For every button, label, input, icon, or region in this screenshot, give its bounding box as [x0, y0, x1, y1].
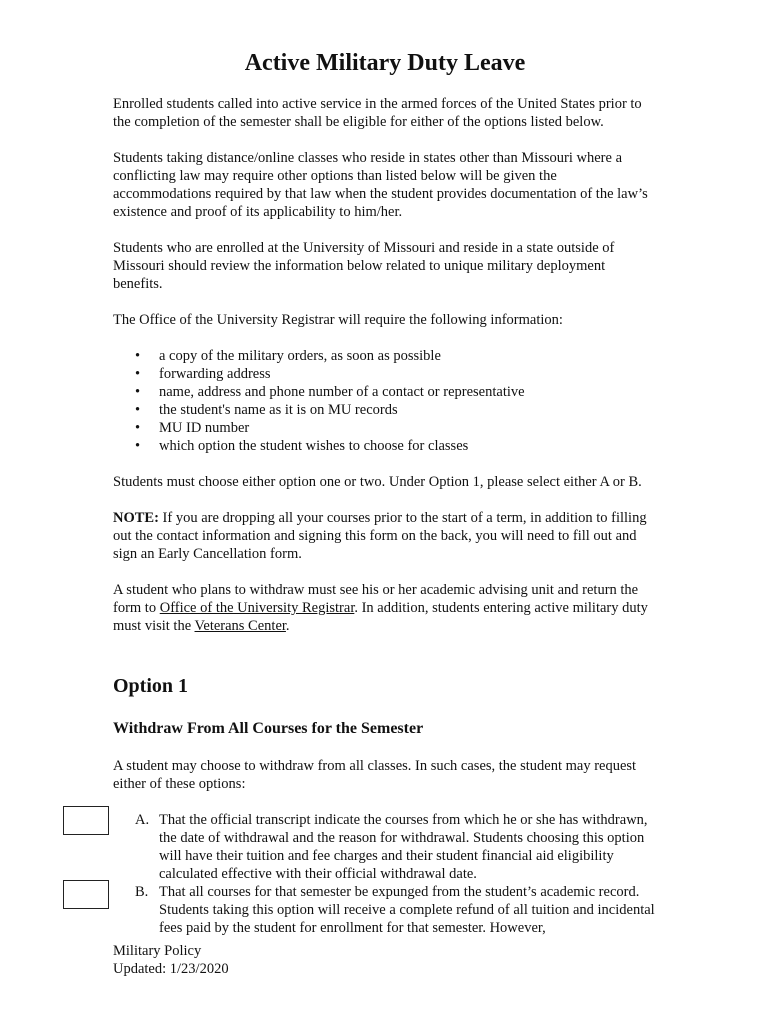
withdraw-text-1: A student who plans to withdraw must see his or her academic advising unit and return the form to: [113, 582, 639, 616]
intro-paragraph: Enrolled students called into active service in the armed forces of the United States prior to the completion of the semester shall be eligible for either of the options listed below.: [113, 96, 642, 130]
list-item: • forwarding address: [113, 365, 658, 383]
option1-subheading: Withdraw From All Courses for the Semester: [113, 720, 424, 737]
choice-b-checkbox[interactable]: [63, 880, 109, 909]
document-title: Active Military Duty Leave: [244, 50, 526, 76]
document-body: [113, 95, 658, 937]
choice-a-checkbox[interactable]: [63, 806, 109, 835]
choice-a-text: That the official transcript indicate the courses from which he or she has withdrawn, the date of withdrawal and the reason for withdrawal. Students choosing this option will have their tuition and fee charges and their student financial aid eligibility calculated effective with their official withdrawal date.: [159, 812, 648, 882]
choice-b-mark: B.: [135, 884, 149, 900]
list-item: • which option the student wishes to choose for classes: [113, 437, 658, 455]
withdraw-text-2: . In addition, students entering active military duty must visit the: [113, 600, 648, 634]
veterans-center-link[interactable]: Veterans Center: [194, 618, 286, 634]
options-instruction-paragraph: Students must choose either option one or two. Under Option 1, please select either A or B.: [113, 474, 642, 490]
out-of-state-paragraph: Students who are enrolled at the University of Missouri and reside in a state outside of Missouri should review the information below related to unique military deployment benefits.: [113, 240, 615, 292]
option1-heading: Option 1: [113, 675, 189, 697]
list-item: • a copy of the military orders, as soon as possible: [113, 347, 658, 365]
choice-b: [113, 883, 658, 937]
option1-intro: A student may choose to withdraw from all classes. In such cases, the student may request either of these options:: [113, 758, 637, 792]
choice-a: [113, 811, 658, 883]
note-paragraph: [113, 509, 658, 563]
page-footer: [113, 942, 229, 978]
registrar-link[interactable]: Office of the University Registrar: [159, 600, 355, 616]
withdraw-text-3: .: [285, 618, 290, 634]
distance-students-paragraph: Students taking distance/online classes who reside in states other than Missouri where a conflicting law may require other options than listed below will be given the accommodations required by that law when the student provides documentation of the law’s existence and proof of its applicability to him/her.: [113, 150, 648, 220]
choice-b-text: That all courses for that semester be expunged from the student’s academic record. Students taking this option will receive a complete refund of all tuition and incidental fees paid by the student for enrollment for that semester. However,: [159, 884, 655, 936]
list-item: • name, address and phone number of a contact or representative: [113, 383, 658, 401]
registrar-requirements-paragraph: The Office of the University Registrar will require the following information:: [113, 312, 563, 328]
footer-policy-name: Military Policy: [113, 943, 202, 959]
note-text: If you are dropping all your courses prior to the start of a term, in addition to filling out the contact information and signing this form on the back, you will need to fill out and sign an Early Cancellation form.: [113, 510, 647, 562]
note-label: NOTE:: [113, 510, 159, 526]
footer-updated-date: Updated: 1/23/2020: [113, 961, 229, 977]
requirements-list: [113, 347, 658, 455]
choice-a-mark: A.: [135, 812, 150, 828]
withdraw-paragraph: [113, 581, 658, 635]
list-item: • the student's name as it is on MU records: [113, 401, 658, 419]
list-item: • MU ID number: [113, 419, 658, 437]
option1-choices: [113, 811, 658, 937]
